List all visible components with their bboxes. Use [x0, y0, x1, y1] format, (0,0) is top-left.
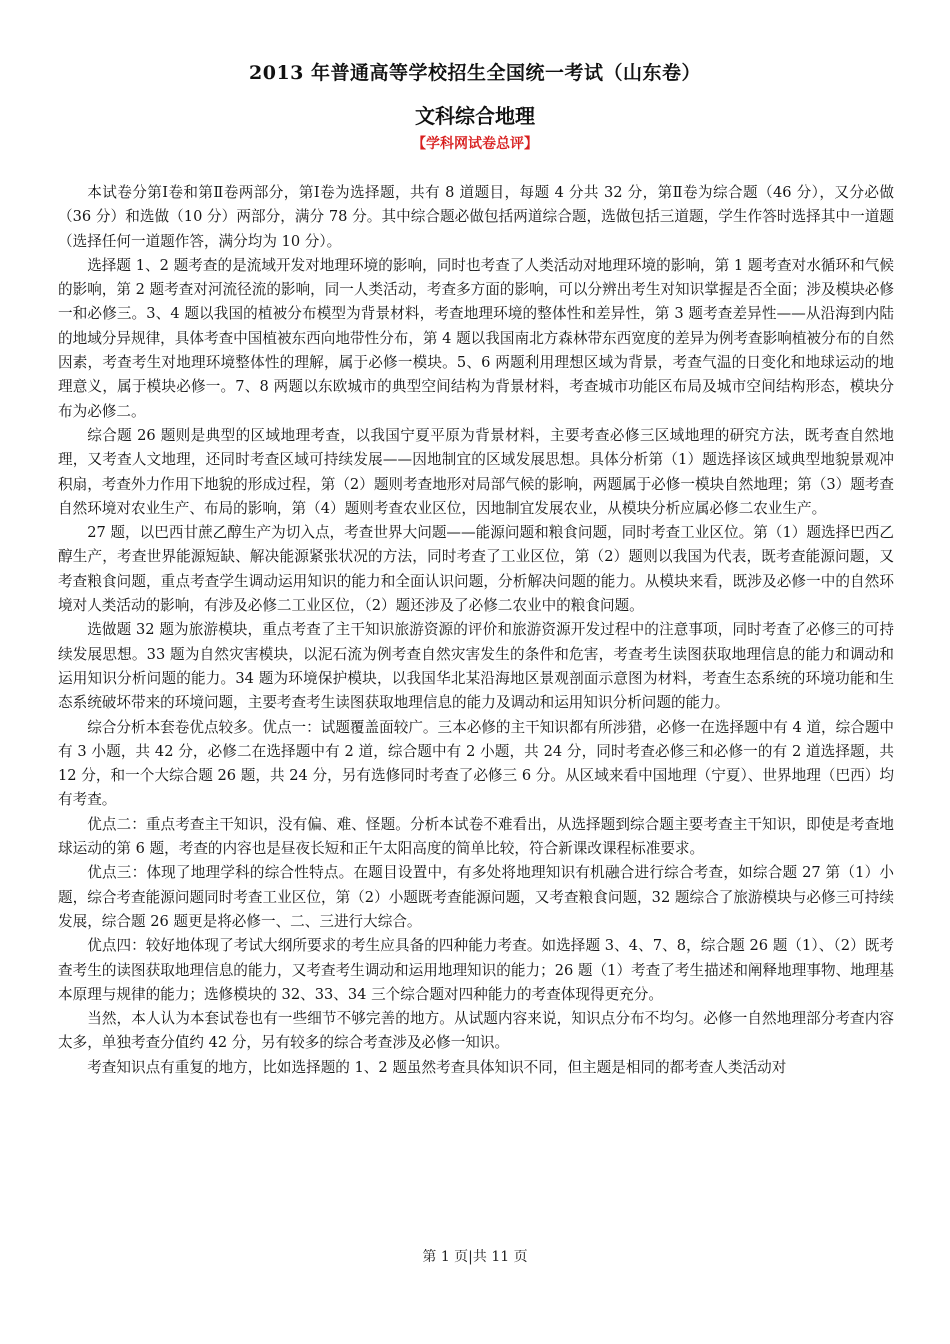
review-body	[58, 181, 894, 1080]
paragraph: 本试卷分第Ⅰ卷和第Ⅱ卷两部分，第Ⅰ卷为选择题，共有 8 道题目，每题 4 分共 32 分，第Ⅱ卷为综合题（46 分），又分必做（36 分）和选做（10 分）两部分，满分 78 分。其中综合题必做包括两道综合题，选做包括三道题，学生作答时选择其中一道题（选择任何一道题作答，满分均为 10 分）。	[58, 184, 894, 250]
paragraph: 优点二：重点考查主干知识，没有偏、难、怪题。分析本试卷不难看出，从选择题到综合题主要考查主干知识，即使是考查地球运动的第 6 题，考查的内容也是昼夜长短和正午太阳高度的简单比较，符合新课改课程标准要求。	[58, 815, 894, 858]
paragraph: 考查知识点有重复的地方，比如选择题的 1、2 题虽然考查具体知识不同，但主题是相同的都考查人类活动对	[87, 1058, 787, 1076]
paragraph: 选做题 32 题为旅游模块，重点考查了主干知识旅游资源的评价和旅游资源开发过程中的注意事项，同时考查了必修三的可持续发展思想。33 题为自然灾害模块，以泥石流为例考查自然灾害发生的条件和危害，考查考生读图获取地理信息的能力和调动和运用知识分析问题的能力。34 题为环境保护模块，以我国华北某沿海地区景观剖面示意图为材料，考查生态系统的环境功能和生态系统破坏带来的环境问题，主要考查考生读图获取地理信息的能力及调动和运用知识分析问题的能力。	[58, 621, 894, 712]
paragraph: 综合题 26 题则是典型的区域地理考查，以我国宁夏平原为背景材料，主要考查必修三区域地理的研究方法，既考查自然地理，又考查人文地理，还同时考查区域可持续发展——因地制宜的区域发展思想。具体分析第（1）题选择该区域典型地貌景观冲积扇，考查外力作用下地貌的形成过程，第（2）题则考查地形对局部气候的影响，两题属于必修一模块自然地理；第（3）题考查自然环境对农业生产、布局的影响，第（4）题则考查农业区位，因地制宜发展农业，从模块分析应属必修二农业生产。	[58, 426, 894, 517]
subject-subtitle: 文科综合地理	[415, 104, 535, 128]
exam-title: 2013 年普通高等学校招生全国统一考试（山东卷）	[249, 62, 701, 84]
paragraph: 当然，本人认为本套试卷也有一些细节不够完善的地方。从试题内容来说，知识点分布不均匀。必修一自然地理部分考查内容太多，单独考查分值约 42 分，另有较多的综合考查涉及必修一知识。	[58, 1010, 894, 1052]
page-number-footer: 第 1 页|共 11 页	[422, 1249, 528, 1265]
review-heading: 【学科网试卷总评】	[412, 136, 538, 152]
paragraph: 优点四：较好地体现了考试大纲所要求的考生应具备的四种能力考查。如选择题 3、4、7、8，综合题 26 题（1）、（2）既考查考生的读图获取地理信息的能力，又考查考生调动和运用地理知识的能力；26 题（1）考查了考生描述和阐释地理事物、地理基本原理与规律的能力；选修模块的 32、33、34 三个综合题对四种能力的考查体现得更充分。	[58, 937, 894, 1003]
paragraph: 选择题 1、2 题考查的是流域开发对地理环境的影响，同时也考查了人类活动对地理环境的影响，第 1 题考查对水循环和气候的影响，第 2 题考查对河流径流的影响，同一人类活动，考查多方面的影响，可以分辨出考生对知识掌握是否全面；涉及模块必修一和必修三。3、4 题以我国的植被分布模型为背景材料，考查地理环境的整体性和差异性，第 3 题考查差异性——从沿海到内陆的地域分异规律，具体考查中国植被东西向地带性分布，第 4 题以我国南北方森林带东西宽度的差异为例考查影响植被分布的自然因素，考查考生对地理环境整体性的理解，属于必修一模块。5、6 两题利用理想区域为背景，考查气温的日变化和地球运动的地理意义，属于模块必修一。7、8 两题以东欧城市的典型空间结构为背景材料，考查城市功能区布局及城市空间结构形态，模块分布为必修二。	[58, 256, 894, 420]
paragraph: 27 题，以巴西甘蔗乙醇生产为切入点，考查世界大问题——能源问题和粮食问题，同时考查工业区位。第（1）题选择巴西乙醇生产，考查世界能源短缺、解决能源紧张状况的方法，同时考查了工业区位，第（2）题则以我国为代表，既考查能源问题，又考查粮食问题，重点考查学生调动运用知识的能力和全面认识问题，分析解决问题的能力。从模块来看，既涉及必修一中的自然环境对人类活动的影响，有涉及必修二工业区位，（2）题还涉及了必修二农业中的粮食问题。	[58, 524, 894, 615]
paragraph: 综合分析本套卷优点较多。优点一：试题覆盖面较广。三本必修的主干知识都有所涉猎，必修一在选择题中有 4 道，综合题中有 3 小题，共 42 分，必修二在选择题中有 2 道，综合题中有 2 小题，共 24 分，同时考查必修三和必修一的有 2 道选择题，共 12 分，和一个大综合题 26 题，共 24 分，另有选修同时考查了必修三 6 分。从区域来看中国地理（宁夏）、世界地理（巴西）均有考查。	[58, 718, 894, 809]
paragraph: 优点三：体现了地理学科的综合性特点。在题目设置中，有多处将地理知识有机融合进行综合考查，如综合题 27 第（1）小题，综合考查能源问题同时考查工业区位，第（2）小题既考查能源问题，又考查粮食问题，32 题综合了旅游模块与必修三可持续发展，综合题 26 题更是将必修一、二、三进行大综合。	[58, 864, 894, 930]
